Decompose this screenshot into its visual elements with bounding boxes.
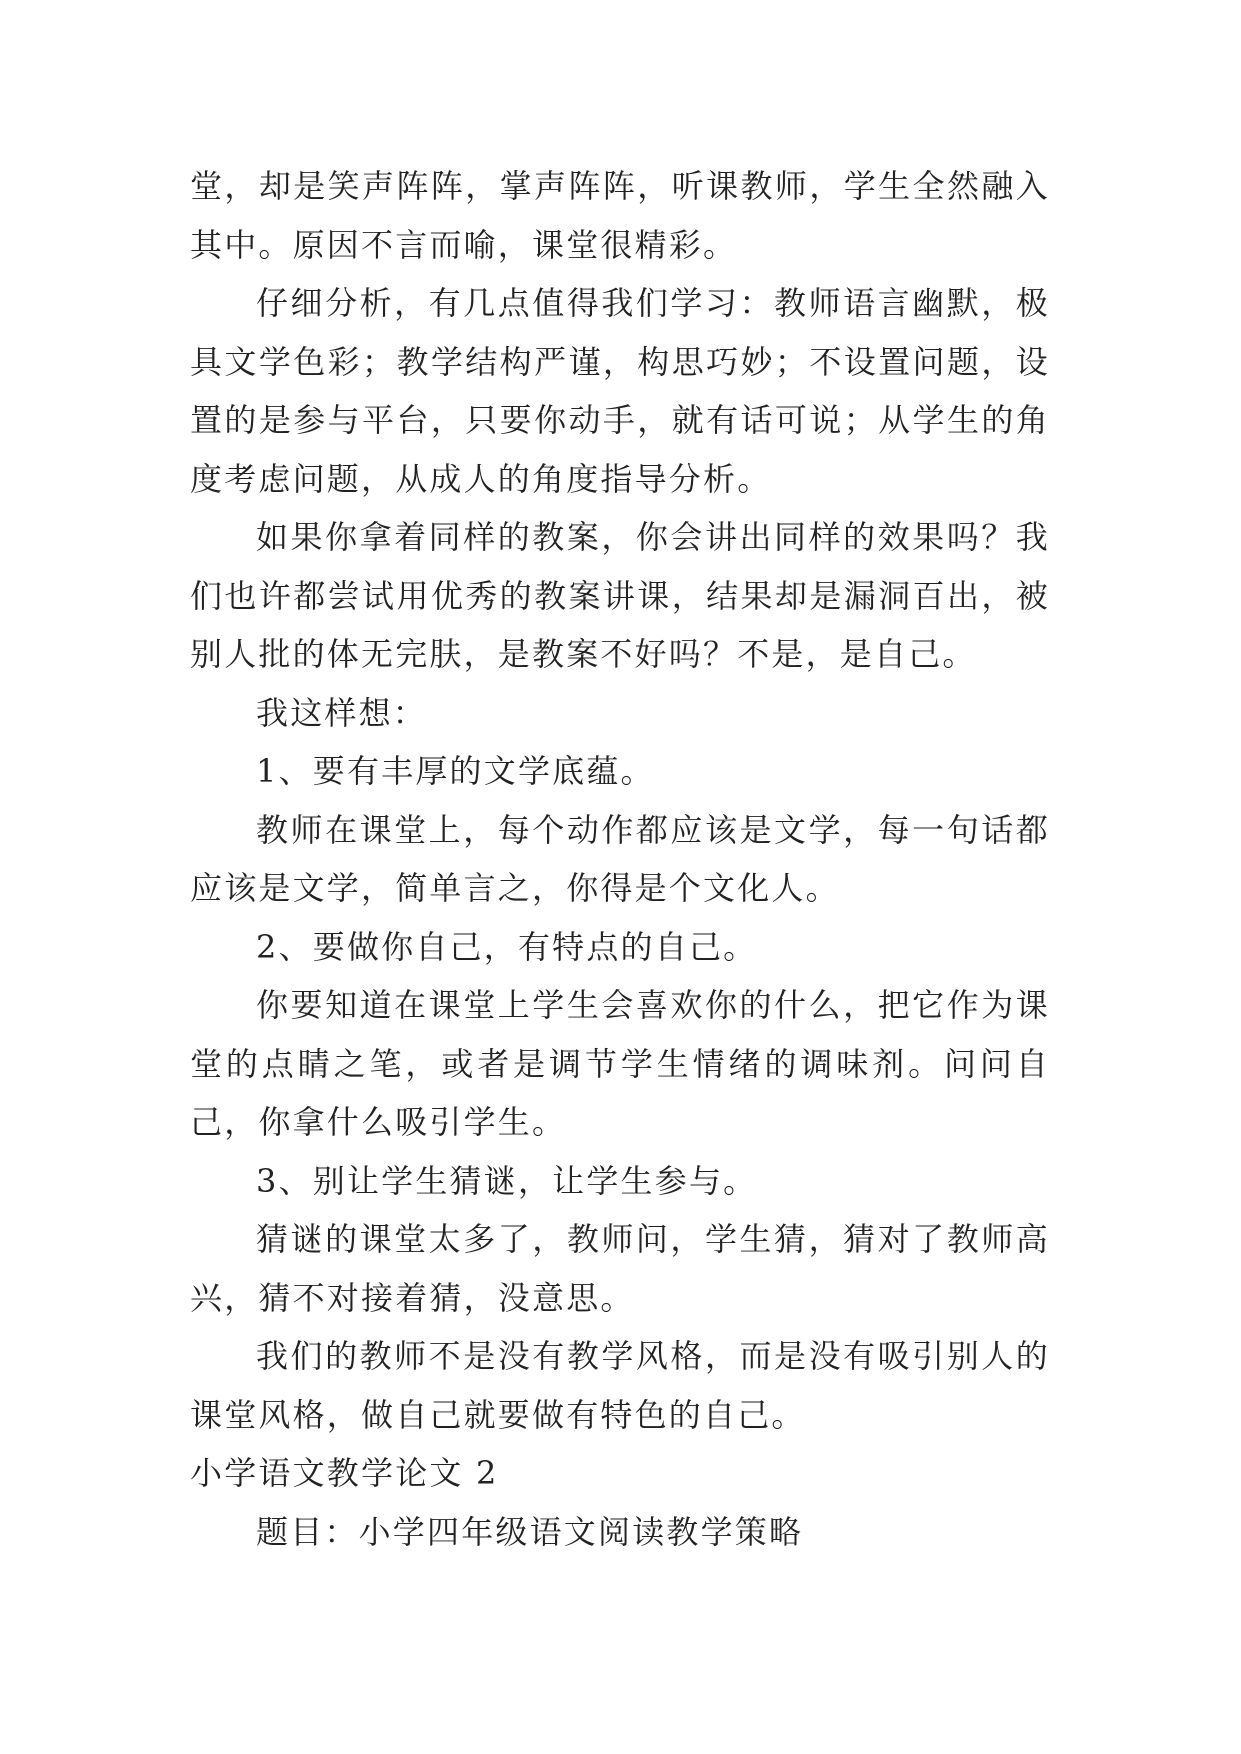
point-2-body: 你要知道在课堂上学生会喜欢你的什么，把它作为课堂的点睛之笔，或者是调节学生情绪的调味剂。问问自己，你拿什么吸引学生。 — [190, 986, 1050, 1141]
paragraph-analysis: 仔细分析，有几点值得我们学习：教师语言幽默，极具文学色彩；教学结构严谨，构思巧妙；不设置问题，设置的是参与平台，只要你动手，就有话可说；从学生的角度考虑问题，从成人的角度指导分析。 — [190, 284, 1050, 498]
point-1-heading: 1、要有丰厚的文学底蕴。 — [256, 752, 655, 790]
paragraph-lesson-plan: 如果你拿着同样的教案，你会讲出同样的效果吗？我们也许都尝试用优秀的教案讲课，结果却是漏洞百出，被别人批的体无完肤，是教案不好吗？不是，是自己。 — [190, 518, 1050, 673]
section-title: 小学语文教学论文 2 — [190, 1454, 499, 1492]
point-1-body: 教师在课堂上，每个动作都应该是文学，每一句话都应该是文学，简单言之，你得是个文化人。 — [190, 810, 1050, 907]
subtitle: 题目：小学四年级语文阅读教学策略 — [256, 1512, 804, 1551]
paragraph-conclusion: 我们的教师不是没有教学风格，而是没有吸引别人的课堂风格，做自己就要做有特色的自己。 — [190, 1337, 1050, 1434]
paragraph-continuation: 堂，却是笑声阵阵，掌声阵阵，听课教师，学生全然融入其中。原因不言而喻，课堂很精彩。 — [190, 167, 1050, 264]
document-body — [190, 157, 1050, 1561]
point-3-body: 猜谜的课堂太多了，教师问，学生猜，猜对了教师高兴，猜不对接着猜，没意思。 — [190, 1220, 1050, 1317]
paragraph-intro-thoughts: 我这样想： — [256, 693, 428, 732]
point-3-heading: 3、别让学生猜谜，让学生参与。 — [256, 1161, 758, 1200]
point-2-heading: 2、要做你自己，有特点的自己。 — [256, 927, 758, 966]
